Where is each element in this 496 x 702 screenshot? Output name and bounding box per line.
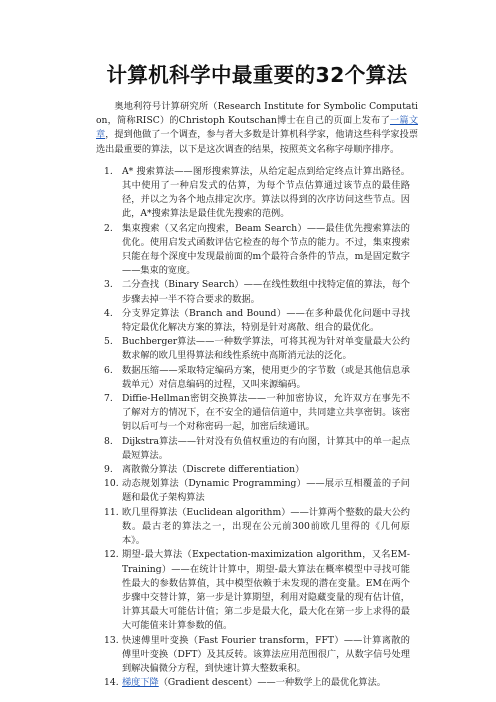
article-link[interactable]: 一篇文章 xyxy=(96,115,419,141)
list-item xyxy=(104,506,410,549)
list-item xyxy=(104,548,410,633)
intro-text-end: ，提到他做了一个调查，参与者大多数是计算机科学家，他请这些科学家投票选出最重要的算法，以下是这次调查的结果，按照英文名称字母顺序排序。 xyxy=(96,129,419,155)
item-text: Dijkstra算法——针对没有负值权重边的有向图，计算其中的单一起点最短算法。 xyxy=(122,435,410,461)
item-text: Buchberger算法——一种数学算法，可将其视为针对单变量最大公约数求解的欧几里得算法和线性系统中高斯消元法的泛化。 xyxy=(122,336,410,362)
item-text: 数据压缩——采取特定编码方案，使用更少的字节数（或是其他信息承载单元）对信息编码的过程，又叫来源编码。 xyxy=(122,364,410,390)
item-text: 欧几里得算法（Euclidean algorithm）——计算两个整数的最大公约数。最古老的算法之一，出现在公元前300前欧几里得的《几何原本》。 xyxy=(122,506,410,547)
list-item xyxy=(104,392,410,435)
algorithm-list xyxy=(104,165,410,691)
item-text: Diffie-Hellman密钥交换算法——一种加密协议，允许双方在事先不了解对方的情况下，在不安全的通信信道中，共同建立共享密钥。该密钥以后可与一个对称密码一起，加密后续通讯。 xyxy=(122,393,410,433)
item-text: 快速傅里叶变换（Fast Fourier transform，FFT）——计算离散的傅里叶变换（DFT）及其反转。该算法应用范围很广，从数字信号处理到解决偏微分方程，到快速计算大整数乘积。 xyxy=(122,634,410,674)
list-item xyxy=(104,335,410,363)
item-number: 6. xyxy=(104,364,113,376)
item-text-rest: （Gradient descent）——一种数学上的最优化算法。 xyxy=(158,677,386,689)
list-item xyxy=(104,278,410,306)
list-item xyxy=(104,364,410,392)
list-item xyxy=(104,435,410,463)
item-number: 14. xyxy=(104,677,119,689)
item-text: A* 搜索算法——图形搜索算法，从给定起点到给定终点计算出路径。其中使用了一种启发式的估算，为每个节点估算通过该节点的最佳路径，并以之为各个地点排定次序。算法以得到的次序访问这些节点。因此，A*搜索算法是最佳优先搜索的范例。 xyxy=(122,165,410,220)
item-number: 13. xyxy=(104,634,119,646)
item-number: 12. xyxy=(104,549,119,561)
item-number: 7. xyxy=(104,393,113,405)
item-number: 1. xyxy=(104,165,113,177)
item-number: 3. xyxy=(104,279,113,291)
item-text: 动态规划算法（Dynamic Programming）——展示互相覆盖的子问题和最优子架构算法 xyxy=(122,478,410,504)
item-text: 期望-最大算法（Expectation-maximization algorithm，又名EM-Training）——在统计计算中，期望-最大算法在概率模型中寻找可能性最大的参数估算值，其中模型依赖于未发现的潜在变量。EM在两个步骤中交替计算，第一步是计算期望，利用对隐藏变量的现有估计值，计算其最大可能估计值；第二步是最大化，最大化在第一步上求得的最大可能值来计算参数的值。 xyxy=(122,549,410,632)
item-text xyxy=(122,676,410,690)
intro-text-start: 奥地利符号计算研究所（Research Institute for Symbolic Computation，简称RISC）的Christoph Koutschan博士在自己的页面上发布了 xyxy=(96,101,418,127)
intro-paragraph xyxy=(96,100,418,157)
item-number: 9. xyxy=(104,464,113,476)
item-number: 8. xyxy=(104,435,113,447)
list-item xyxy=(104,634,410,677)
item-text: 离散微分算法（Discrete differentiation） xyxy=(122,464,305,476)
list-item xyxy=(104,676,410,690)
item-number: 4. xyxy=(104,307,113,319)
item-number: 2. xyxy=(104,222,113,234)
list-item xyxy=(104,463,410,477)
list-item xyxy=(104,307,410,335)
item-number: 10. xyxy=(104,478,119,490)
gradient-descent-link[interactable]: 梯度下降 xyxy=(122,677,159,689)
item-text: 集束搜索（又名定向搜索，Beam Search）——最佳优先搜索算法的优化。使用启发式函数评估它检查的每个节点的能力。不过，集束搜索只能在每个深度中发现最前面的m个最符合条件的节点，m是固定数字——集束的宽度。 xyxy=(122,222,410,277)
page-title: 计算机科学中最重要的32个算法 xyxy=(106,63,408,87)
list-item xyxy=(104,222,410,279)
item-number: 11. xyxy=(104,506,119,518)
item-text: 二分查找（Binary Search）——在线性数组中找特定值的算法，每个步骤去掉一半不符合要求的数据。 xyxy=(122,279,410,305)
item-number: 5. xyxy=(104,336,113,348)
item-text: 分支界定算法（Branch and Bound）——在多种最优化问题中寻找特定最优化解决方案的算法，特别是针对离散、组合的最优化。 xyxy=(122,307,410,334)
list-item xyxy=(104,165,410,222)
list-item xyxy=(104,477,410,505)
